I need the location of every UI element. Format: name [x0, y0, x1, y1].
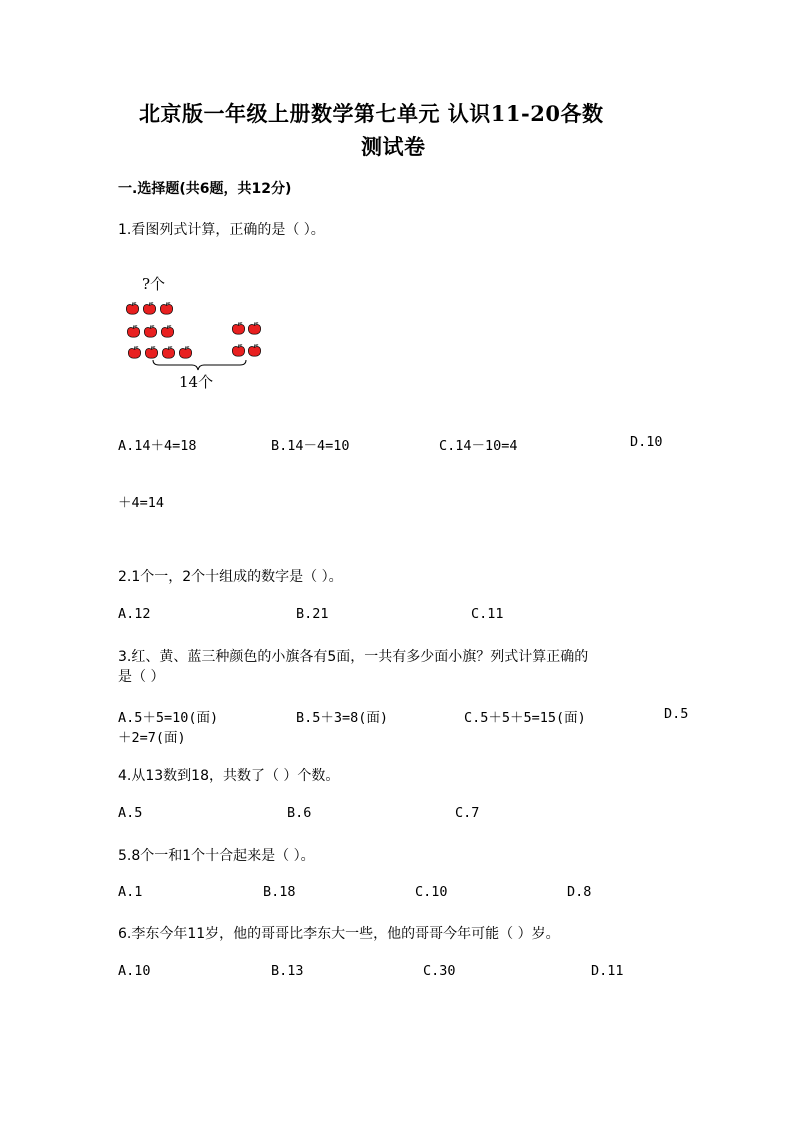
page-title-line1: 北京版一年级上册数学第七单元 认识11-20各数: [139, 101, 604, 126]
q6-option-c[interactable]: C.30: [423, 963, 456, 979]
page-title-line2: 测试卷: [361, 134, 426, 159]
question-3-stem-line1: 3.红、黄、蓝三种颜色的小旗各有5面，一共有多少面小旗？列式计算正确的: [118, 649, 589, 665]
q4-option-a[interactable]: A.5: [118, 805, 143, 821]
question-6-stem: 6.李东今年11岁，他的哥哥比李东大一些，他的哥哥今年可能（ ）岁。: [118, 926, 560, 942]
q6-option-a[interactable]: A.10: [118, 963, 151, 979]
q5-option-b[interactable]: B.18: [263, 884, 296, 900]
q2-option-c[interactable]: C.11: [471, 606, 504, 622]
q2-option-b[interactable]: B.21: [296, 606, 329, 622]
q3-option-d[interactable]: D.5: [664, 706, 689, 722]
q3-option-a[interactable]: A.5＋5=10(面): [118, 710, 219, 726]
apple-icon: [143, 324, 158, 338]
apple-icon: [160, 324, 175, 338]
q2-option-a[interactable]: A.12: [118, 606, 151, 622]
apple-icon: [247, 321, 262, 335]
apple-icon: [159, 301, 174, 315]
q5-option-c[interactable]: C.10: [415, 884, 448, 900]
figure-top-label: ?个: [142, 275, 166, 293]
q1-option-d[interactable]: D.10: [630, 434, 663, 450]
q4-option-c[interactable]: C.7: [455, 805, 480, 821]
q3-option-d-wrap: ＋2=7(面): [118, 730, 186, 746]
q5-option-a[interactable]: A.1: [118, 884, 143, 900]
q1-option-c[interactable]: C.14－10=4: [439, 438, 518, 454]
section-heading: 一.选择题(共6题，共12分): [118, 181, 292, 197]
apple-icon: [231, 343, 246, 357]
q1-option-a[interactable]: A.14＋4=18: [118, 438, 197, 454]
apple-icon: [125, 301, 140, 315]
q3-option-b[interactable]: B.5＋3=8(面): [296, 710, 389, 726]
apple-icon: [231, 321, 246, 335]
question-5-stem: 5.8个一和1个十合起来是（ ）。: [118, 848, 315, 864]
q5-option-d[interactable]: D.8: [567, 884, 592, 900]
apple-icon: [142, 301, 157, 315]
apple-icon: [161, 345, 176, 359]
brace-icon: [150, 358, 250, 372]
apple-icon: [247, 343, 262, 357]
q6-option-d[interactable]: D.11: [591, 963, 624, 979]
question-3-stem-line2: 是（ ）: [118, 669, 165, 685]
q1-option-d-wrap: ＋4=14: [118, 495, 165, 511]
figure-bottom-label: 14个: [179, 373, 214, 391]
q6-option-b[interactable]: B.13: [271, 963, 304, 979]
apple-icon: [127, 345, 142, 359]
question-4-stem: 4.从13数到18，共数了（ ）个数。: [118, 768, 340, 784]
question-1-stem: 1.看图列式计算，正确的是（ ）。: [118, 222, 325, 238]
apple-icon: [144, 345, 159, 359]
apple-icon: [126, 324, 141, 338]
q1-option-b[interactable]: B.14－4=10: [271, 438, 350, 454]
q4-option-b[interactable]: B.6: [287, 805, 312, 821]
question-2-stem: 2.1个一，2个十组成的数字是（ ）。: [118, 569, 343, 585]
apple-icon: [178, 345, 193, 359]
q3-option-c[interactable]: C.5＋5＋5=15(面): [464, 710, 586, 726]
